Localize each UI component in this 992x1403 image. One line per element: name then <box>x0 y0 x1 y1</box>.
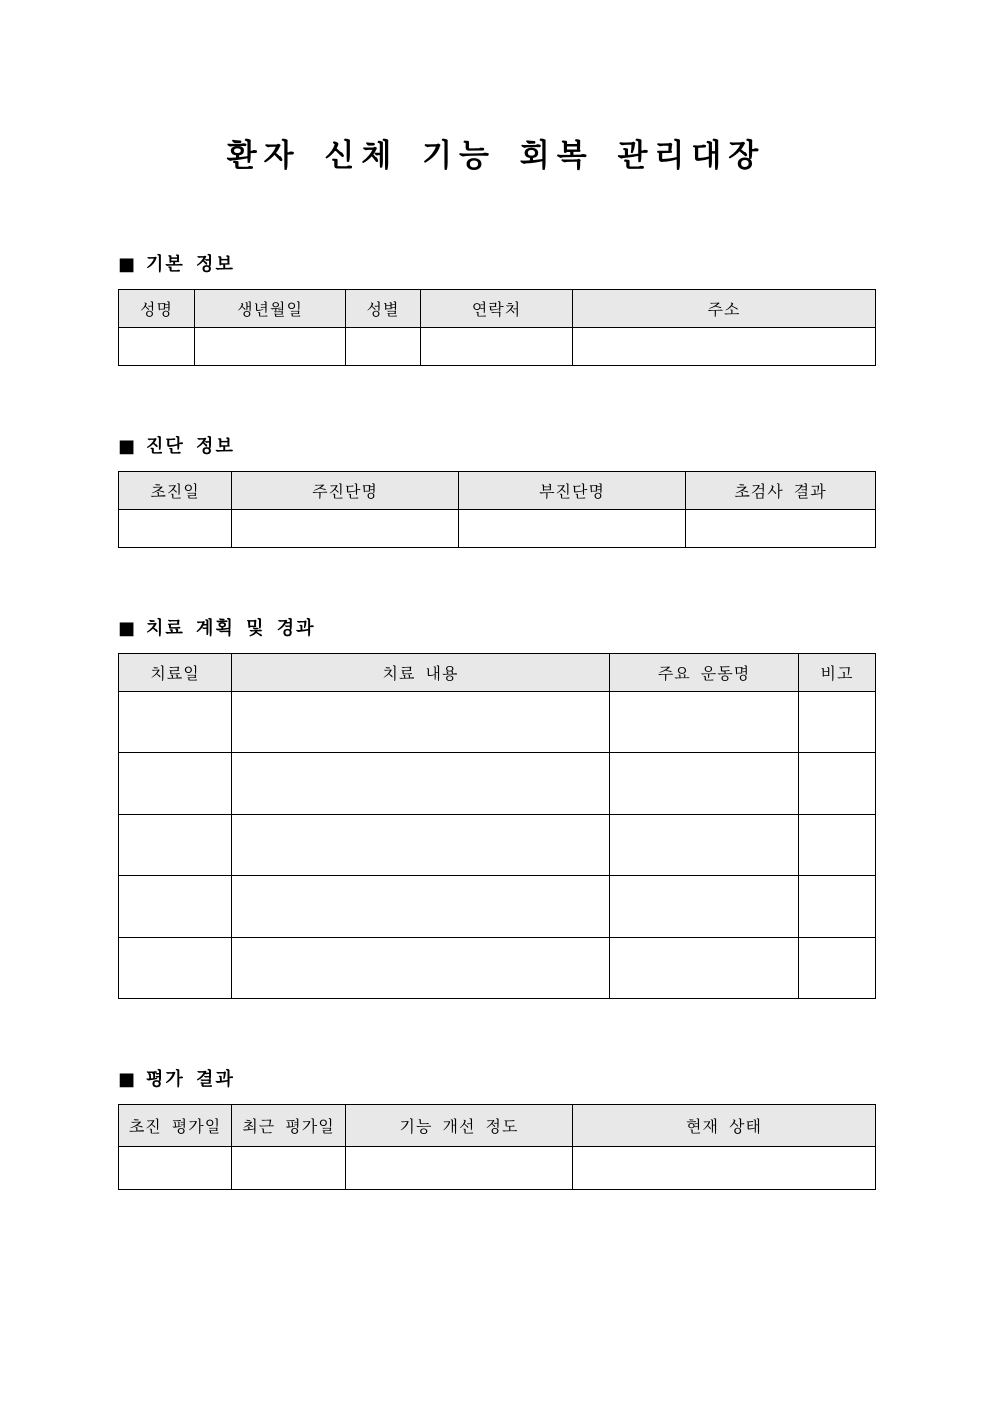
contact-cell[interactable] <box>421 328 573 366</box>
column-header-secondary-diagnosis: 부진단명 <box>459 472 686 510</box>
column-header-treatment-date: 치료일 <box>119 654 232 692</box>
remarks-cell[interactable] <box>799 876 876 938</box>
column-header-main-exercise: 주요 운동명 <box>610 654 799 692</box>
square-bullet-icon: ■ <box>118 618 138 639</box>
current-status-cell[interactable] <box>573 1147 876 1190</box>
birthdate-cell[interactable] <box>195 328 346 366</box>
table-header-row <box>119 290 876 328</box>
main-exercise-cell[interactable] <box>610 692 799 753</box>
square-bullet-icon: ■ <box>118 1069 138 1090</box>
treatment-content-cell[interactable] <box>232 938 610 999</box>
basic-info-table <box>118 289 876 366</box>
section-heading-diagnosis <box>118 435 235 459</box>
main-exercise-cell[interactable] <box>610 815 799 876</box>
first-visit-date-cell[interactable] <box>119 510 232 548</box>
table-row <box>119 1147 876 1190</box>
initial-exam-result-cell[interactable] <box>686 510 876 548</box>
column-header-improvement-level: 기능 개선 정도 <box>346 1105 573 1147</box>
column-header-name: 성명 <box>119 290 195 328</box>
main-exercise-cell[interactable] <box>610 938 799 999</box>
treatment-date-cell[interactable] <box>119 753 232 815</box>
column-header-contact: 연락처 <box>421 290 573 328</box>
main-exercise-cell[interactable] <box>610 876 799 938</box>
column-header-remarks: 비고 <box>799 654 876 692</box>
treatment-table <box>118 653 876 999</box>
table-row <box>119 876 876 938</box>
remarks-cell[interactable] <box>799 938 876 999</box>
section-title: 기본 정보 <box>146 254 235 275</box>
column-header-treatment-content: 치료 내용 <box>232 654 610 692</box>
section-heading-basic-info <box>118 253 235 277</box>
diagnosis-table <box>118 471 876 548</box>
treatment-content-cell[interactable] <box>232 753 610 815</box>
recent-evaluation-date-cell[interactable] <box>232 1147 346 1190</box>
table-row <box>119 815 876 876</box>
treatment-date-cell[interactable] <box>119 876 232 938</box>
address-cell[interactable] <box>573 328 876 366</box>
evaluation-table <box>118 1104 876 1190</box>
remarks-cell[interactable] <box>799 753 876 815</box>
column-header-current-status: 현재 상태 <box>573 1105 876 1147</box>
section-title: 치료 계획 및 경과 <box>146 618 316 639</box>
improvement-level-cell[interactable] <box>346 1147 573 1190</box>
treatment-date-cell[interactable] <box>119 692 232 753</box>
treatment-content-cell[interactable] <box>232 876 610 938</box>
section-heading-treatment <box>118 617 316 641</box>
remarks-cell[interactable] <box>799 815 876 876</box>
column-header-primary-diagnosis: 주진단명 <box>232 472 459 510</box>
treatment-content-cell[interactable] <box>232 692 610 753</box>
table-header-row <box>119 654 876 692</box>
table-header-row <box>119 472 876 510</box>
remarks-cell[interactable] <box>799 692 876 753</box>
treatment-date-cell[interactable] <box>119 815 232 876</box>
square-bullet-icon: ■ <box>118 254 138 275</box>
column-header-initial-exam-result: 초검사 결과 <box>686 472 876 510</box>
column-header-first-visit-date: 초진일 <box>119 472 232 510</box>
table-row <box>119 692 876 753</box>
column-header-gender: 성별 <box>346 290 421 328</box>
column-header-birthdate: 생년월일 <box>195 290 346 328</box>
name-cell[interactable] <box>119 328 195 366</box>
section-title: 평가 결과 <box>146 1069 235 1090</box>
table-row <box>119 938 876 999</box>
main-exercise-cell[interactable] <box>610 753 799 815</box>
table-row <box>119 510 876 548</box>
section-heading-evaluation <box>118 1068 235 1092</box>
table-header-row <box>119 1105 876 1147</box>
column-header-initial-evaluation-date: 초진 평가일 <box>119 1105 232 1147</box>
section-title: 진단 정보 <box>146 436 235 457</box>
primary-diagnosis-cell[interactable] <box>232 510 459 548</box>
secondary-diagnosis-cell[interactable] <box>459 510 686 548</box>
column-header-recent-evaluation-date: 최근 평가일 <box>232 1105 346 1147</box>
document-title: 환자 신체 기능 회복 관리대장 <box>226 138 766 174</box>
treatment-content-cell[interactable] <box>232 815 610 876</box>
initial-evaluation-date-cell[interactable] <box>119 1147 232 1190</box>
column-header-address: 주소 <box>573 290 876 328</box>
gender-cell[interactable] <box>346 328 421 366</box>
table-row <box>119 753 876 815</box>
table-row <box>119 328 876 366</box>
square-bullet-icon: ■ <box>118 436 138 457</box>
treatment-date-cell[interactable] <box>119 938 232 999</box>
